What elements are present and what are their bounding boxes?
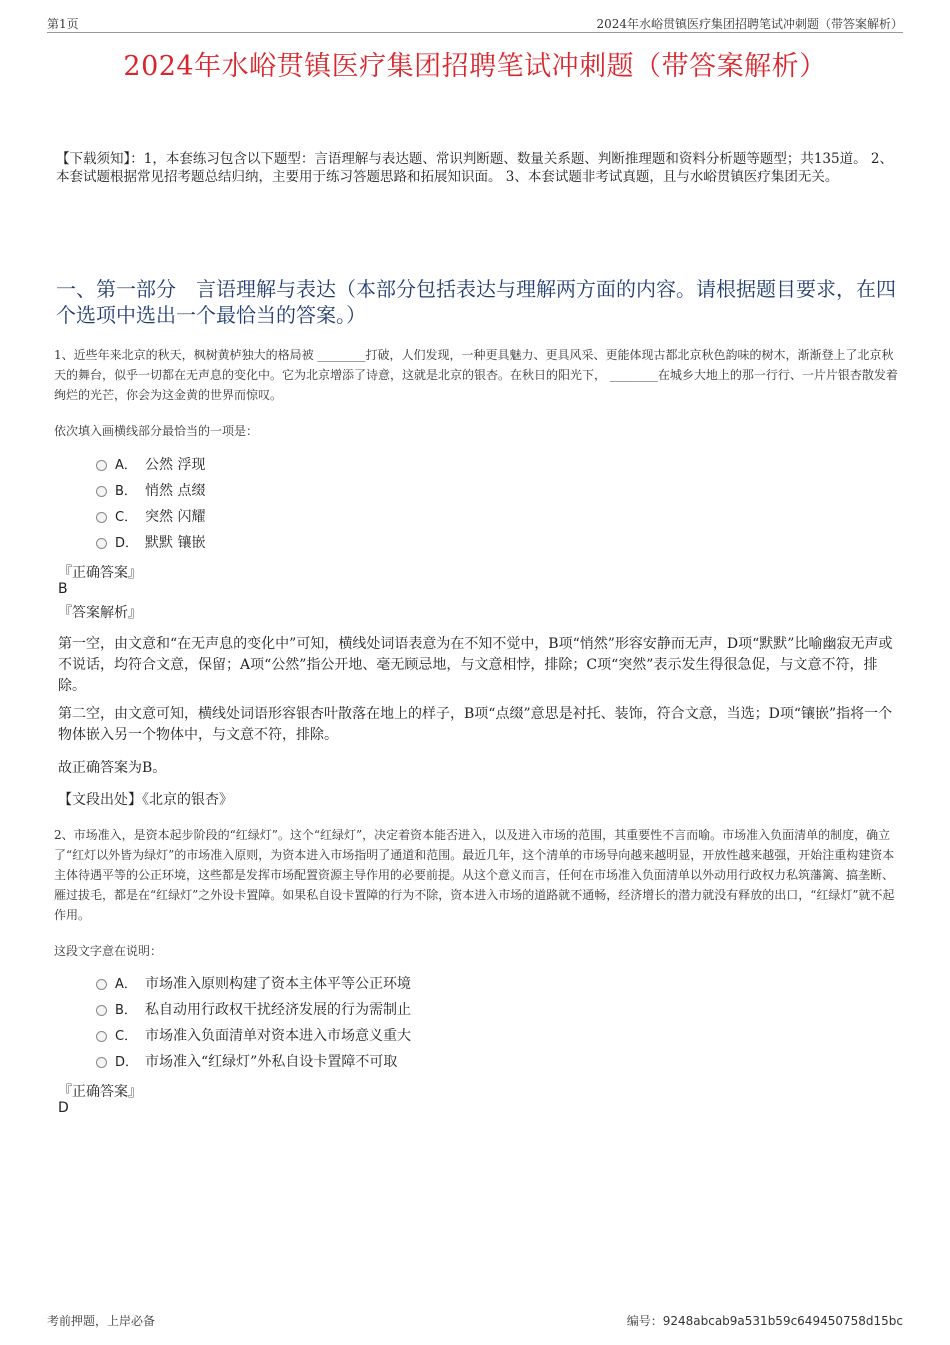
- section-heading: 一、第一部分 言语理解与表达（本部分包括表达与理解两方面的内容。请根据题目要求，在四个选项中选出一个最恰当的答案。）: [56, 277, 896, 327]
- page-title: 2024年水峪贯镇医疗集团招聘笔试冲刺题（带答案解析）: [123, 51, 827, 82]
- option-text: 悄然 点缀: [145, 483, 206, 499]
- header-doc-title: 2024年水峪贯镇医疗集团招聘笔试冲刺题（带答案解析）: [596, 17, 903, 31]
- page-number: 第1页: [47, 17, 79, 31]
- radio-icon[interactable]: [96, 1057, 107, 1068]
- answer-label: 『正确答案』: [58, 1084, 142, 1100]
- question-1-options: [96, 452, 205, 556]
- answer-label: 『正确答案』: [58, 565, 142, 581]
- download-notice: 【下载须知】：1，本套练习包含以下题型：言语理解与表达题、常识判断题、数量关系题、判断推理题和资料分析题等题型；共135道。 2、本套试题根据常见招考题总结归纳，主要用于练习答题思路和拓展知识面。 3、本套试题非考试真题，且与水峪贯镇医疗集团无关。: [56, 151, 893, 185]
- option-text: 市场准入原则构建了资本主体平等公正环境: [145, 976, 411, 992]
- question-2-prompt: 这段文字意在说明：: [54, 944, 163, 958]
- option-b[interactable]: B． 私自动用行政权干扰经济发展的行为需制止: [96, 997, 411, 1023]
- option-d[interactable]: D． 市场准入“红绿灯”外私自设卡置障不可取: [96, 1049, 411, 1075]
- correct-answer: D: [58, 1100, 69, 1116]
- analysis-conclusion: 故正确答案为B。: [58, 760, 167, 776]
- option-text: 突然 闪耀: [145, 509, 206, 525]
- option-text: 公然 浮现: [145, 457, 206, 473]
- page-header: [47, 12, 903, 33]
- radio-icon[interactable]: [96, 1005, 107, 1016]
- option-b[interactable]: B． 悄然 点缀: [96, 478, 205, 504]
- option-a[interactable]: A． 公然 浮现: [96, 452, 205, 478]
- option-text: 市场准入负面清单对资本进入市场意义重大: [145, 1028, 411, 1044]
- option-text: 市场准入“红绿灯”外私自设卡置障不可取: [145, 1054, 398, 1070]
- question-2-options: [96, 971, 411, 1075]
- analysis-paragraph-2: 第二空，由文意可知，横线处词语形容银杏叶散落在地上的样子，B项“点缀”意思是衬托、装饰，符合文意，当选；D项“镶嵌”指将一个物体嵌入另一个物体中，与文意不符，排除。: [58, 706, 893, 743]
- footer-slogan: 考前押题，上岸必备: [47, 1314, 156, 1328]
- radio-icon[interactable]: [96, 486, 107, 497]
- analysis-paragraph-1: 第一空，由文意和“在无声息的变化中”可知，横线处词语表意为在不知不觉中，B项“悄然”形容安静而无声，D项“默默”比喻幽寂无声或不说话，均符合文意，保留；A项“公然”指公开地、毫无顾忌地，与文意相悖，排除；C项“突然”表示发生得很急促，与文意不符，排除。: [58, 636, 893, 694]
- radio-icon[interactable]: [96, 1031, 107, 1042]
- document-id: 编号：9248abcab9a531b59c649450758d15bc: [626, 1314, 903, 1328]
- option-a[interactable]: A． 市场准入原则构建了资本主体平等公正环境: [96, 971, 411, 997]
- correct-answer: B: [58, 581, 68, 597]
- option-text: 私自动用行政权干扰经济发展的行为需制止: [145, 1002, 411, 1018]
- question-1-prompt: 依次填入画横线部分最恰当的一项是：: [54, 424, 259, 438]
- question-1-text: 1、近些年来北京的秋天，枫树黄栌独大的格局被 ________打破，人们发现，一种更具魅力、更具风采、更能体现古都北京秋色韵味的树木，渐渐登上了北京秋天的舞台，似乎一切都在无声息的变化中。它为北京增添了诗意，这就是北京的银杏。在秋日的阳光下， ________在城乡大地上的那一行行、一片片银杏散发着绚烂的光芒，你会为这金黄的世界而惊叹。: [54, 348, 898, 402]
- analysis-label: 『答案解析』: [58, 605, 142, 621]
- radio-icon[interactable]: [96, 460, 107, 471]
- option-text: 默默 镶嵌: [145, 535, 206, 551]
- radio-icon[interactable]: [96, 979, 107, 990]
- question-2-text: 2、市场准入，是资本起步阶段的“红绿灯”。这个“红绿灯”，决定着资本能否进入，以及进入市场的范围，其重要性不言而喻。市场准入负面清单的制度，确立了“红灯以外皆为绿灯”的市场准入原则，为资本进入市场指明了通道和范围。最近几年，这个清单的市场导向越来越明显，开放性越来越强，开始注重构建资本主体待遇平等的公正环境，这些都是发挥市场配置资源主导作用的必要前提。从这个意义而言，任何在市场准入负面清单以外动用行政权力私筑藩篱、搞垄断、雁过拔毛，都是在“红绿灯”之外设卡置障。如果私自设卡置障的行为不除，资本进入市场的道路就不通畅，经济增长的潜力就没有释放的出口，“红绿灯”就不起作用。: [54, 828, 895, 922]
- option-c[interactable]: C． 市场准入负面清单对资本进入市场意义重大: [96, 1023, 411, 1049]
- option-c[interactable]: C． 突然 闪耀: [96, 504, 205, 530]
- radio-icon[interactable]: [96, 538, 107, 549]
- option-d[interactable]: D． 默默 镶嵌: [96, 530, 205, 556]
- text-source: 【文段出处】《北京的银杏》: [58, 792, 233, 808]
- radio-icon[interactable]: [96, 512, 107, 523]
